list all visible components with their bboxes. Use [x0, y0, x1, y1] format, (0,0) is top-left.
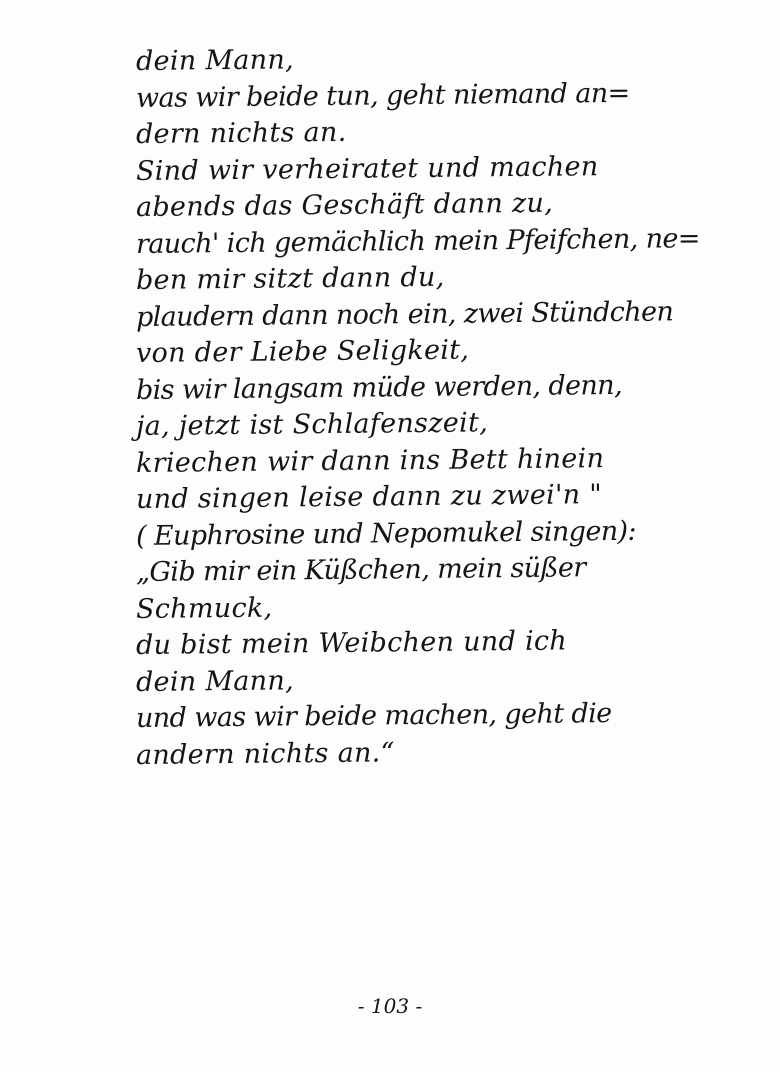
text-line: du bist mein Weibchen und ich: [135, 625, 568, 661]
text-line: dein Mann,: [135, 664, 295, 698]
text-line: ( Euphrosine und Nepomukel singen):: [135, 515, 637, 552]
text-line: Schmuck,: [135, 592, 273, 625]
handwritten-text-block: [136, 44, 766, 774]
text-line: ja, jetzt ist Schlafenszeit,: [135, 407, 489, 442]
text-line: kriechen wir dann ins Bett hinein: [135, 442, 605, 479]
text-line: Sind wir verheiratet und machen: [135, 150, 599, 187]
text-line: ben mir sitzt dann du,: [135, 261, 445, 296]
text-line: dern nichts an.: [135, 116, 347, 150]
text-line: „Gib mir ein Küßchen, mein süßer: [135, 552, 586, 588]
text-line: was wir beide tun, geht niemand an=: [135, 77, 630, 114]
text-line: plaudern dann noch ein, zwei Stündchen: [135, 295, 674, 333]
text-line: und was wir beide machen, geht die: [135, 698, 612, 734]
text-line: und singen leise dann zu zwei'n ": [135, 479, 603, 515]
text-line: bis wir langsam müde werden, denn,: [135, 369, 623, 406]
text-line: andern nichts an.“: [135, 736, 395, 771]
text-line: rauch' ich gemächlich mein Pfeifchen, ne=: [135, 222, 700, 260]
page-number: - 103 -: [357, 994, 423, 1018]
text-line: dein Mann,: [135, 44, 295, 77]
text-line: abends das Geschäft dann zu,: [135, 187, 554, 223]
text-line: von der Liebe Seligkeit,: [135, 334, 470, 369]
